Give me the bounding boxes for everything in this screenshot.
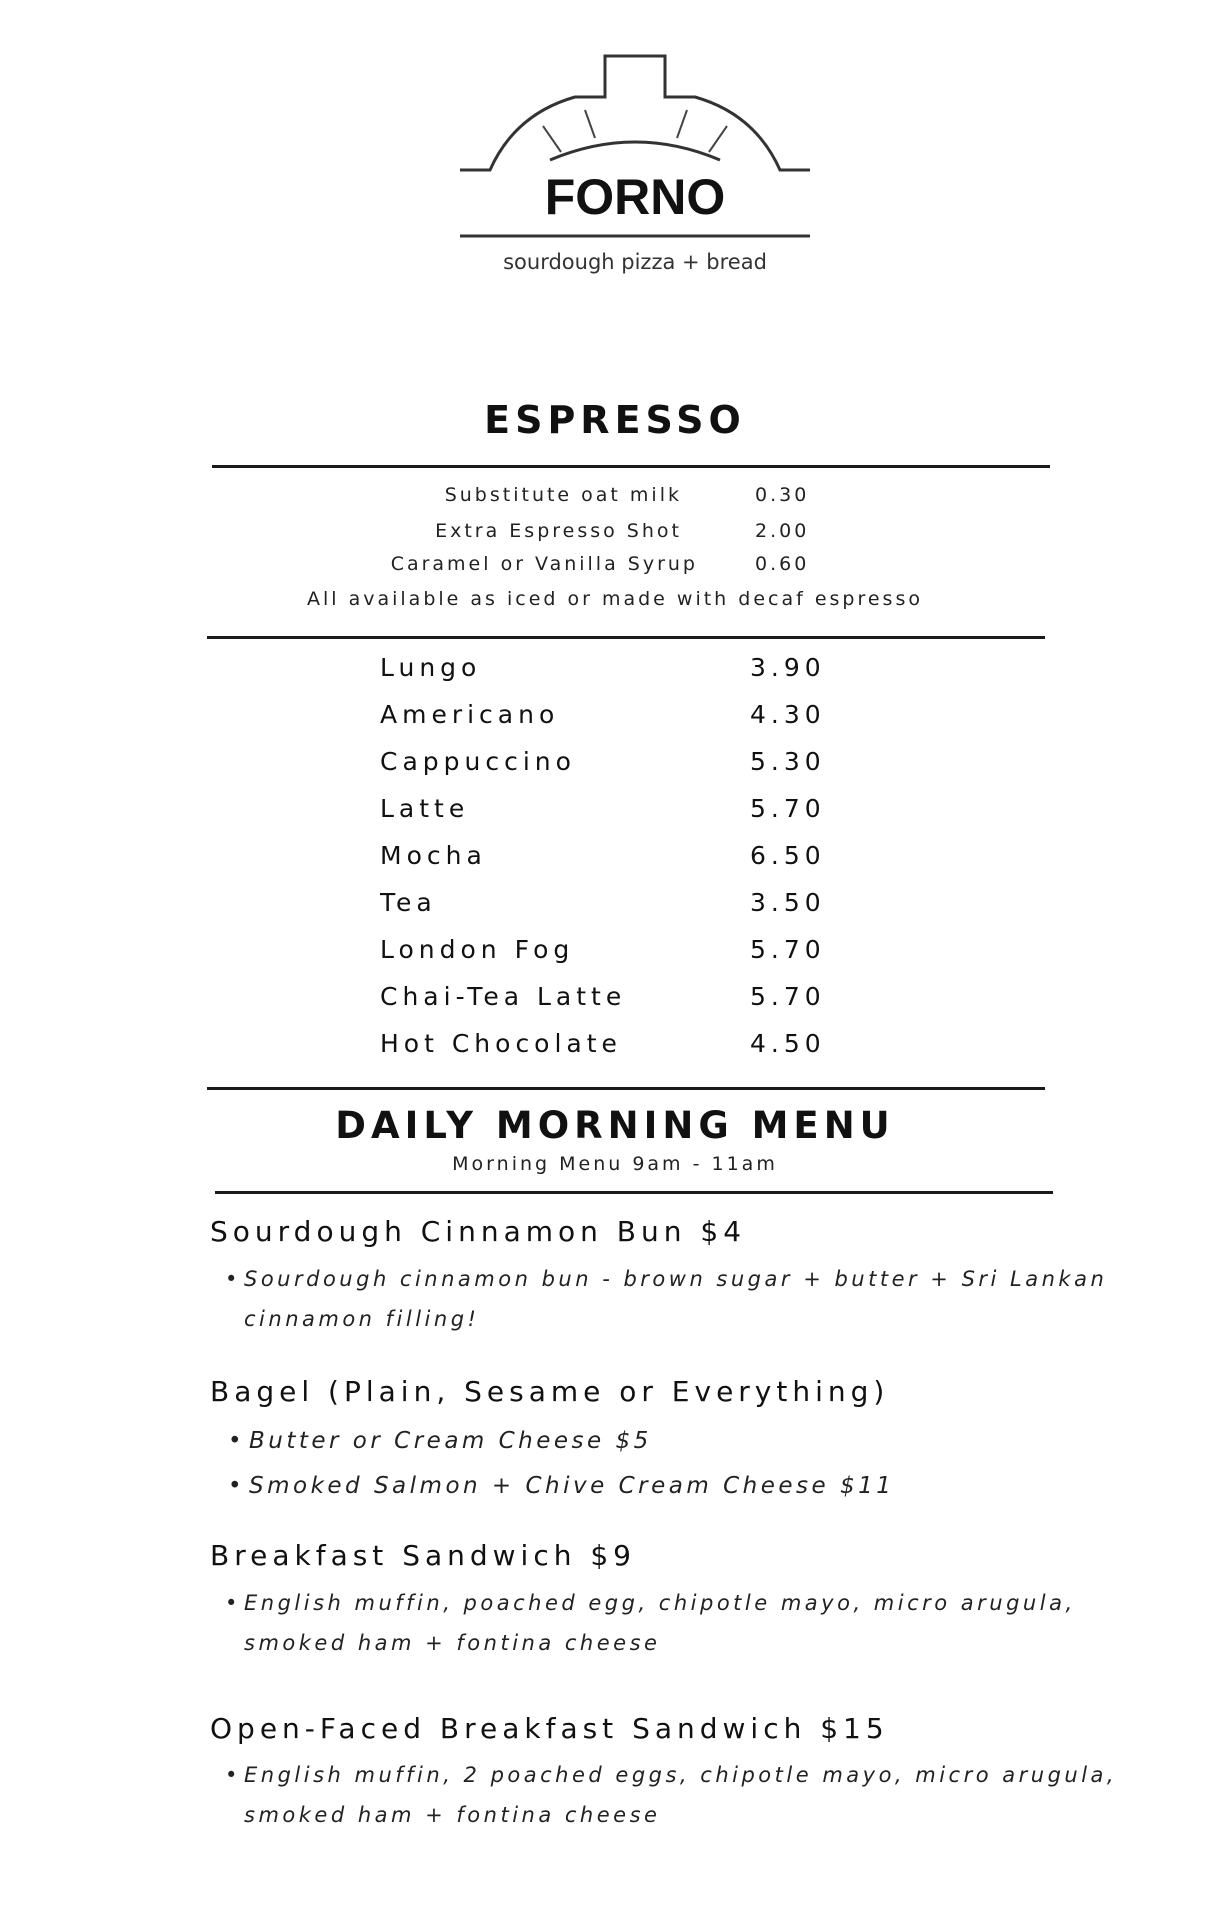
drink-price: 5.70 <box>750 935 826 964</box>
drink-price: 5.70 <box>750 794 826 823</box>
addon-price: 2.00 <box>755 520 810 542</box>
menu-item-description <box>225 1755 1118 1839</box>
oven-icon <box>455 52 815 282</box>
divider <box>212 465 1050 468</box>
divider <box>207 1087 1045 1090</box>
drink-price: 6.50 <box>750 841 826 870</box>
drink-row <box>380 841 840 881</box>
addon-row <box>0 520 1230 548</box>
addon-row <box>0 553 1230 581</box>
drink-row <box>380 794 840 834</box>
option-text: Smoked Salmon + Chive Cream Cheese $11 <box>249 1473 895 1499</box>
drink-name: London Fog <box>380 935 575 964</box>
drink-row <box>380 935 840 975</box>
description-line: smoked ham + fontina cheese <box>244 1803 661 1827</box>
menu-item-description <box>225 1583 1105 1667</box>
menu-item-description <box>225 1259 1108 1343</box>
addon-row <box>0 484 1230 512</box>
drink-name: Tea <box>380 888 437 917</box>
bullet-icon: • <box>228 1473 246 1499</box>
drink-row <box>380 888 840 928</box>
option-text: Butter or Cream Cheese $5 <box>249 1428 652 1454</box>
description-line: Sourdough cinnamon bun - brown sugar + butter + Sri Lankan <box>244 1267 1108 1291</box>
menu-item-option <box>228 1421 1028 1461</box>
menu-item-option <box>228 1466 1028 1506</box>
description-line: smoked ham + fontina cheese <box>244 1631 661 1655</box>
drink-price: 3.50 <box>750 888 826 917</box>
bullet-icon: • <box>228 1428 246 1454</box>
menu-item-title: Breakfast Sandwich $9 <box>210 1539 636 1572</box>
drink-name: Mocha <box>380 841 487 870</box>
drink-price: 5.30 <box>750 747 826 776</box>
drink-name: Latte <box>380 794 470 823</box>
drink-price: 3.90 <box>750 653 826 682</box>
menu-item-title: Open-Faced Breakfast Sandwich $15 <box>210 1712 889 1745</box>
forno-logo <box>455 52 815 282</box>
menu-item-title: Sourdough Cinnamon Bun $4 <box>210 1215 747 1248</box>
addon-price: 0.60 <box>755 553 810 575</box>
description-line: cinnamon filling! <box>244 1307 480 1331</box>
divider <box>215 1191 1053 1194</box>
bullet-icon: • <box>225 1591 241 1615</box>
drink-price: 4.50 <box>750 1029 826 1058</box>
drink-price: 5.70 <box>750 982 826 1011</box>
drink-row <box>380 747 840 787</box>
divider <box>207 636 1045 639</box>
logo-tagline: sourdough pizza + bread <box>503 250 767 274</box>
addon-name: Extra Espresso Shot <box>435 520 682 542</box>
addon-price: 0.30 <box>755 484 810 506</box>
drink-row <box>380 982 840 1022</box>
drink-row <box>380 653 840 693</box>
addon-name: Substitute oat milk <box>444 484 682 506</box>
drink-name: Lungo <box>380 653 482 682</box>
description-line: English muffin, poached egg, chipotle mayo, micro arugula, <box>244 1591 1076 1615</box>
drink-name: Hot Chocolate <box>380 1029 622 1058</box>
drink-price: 4.30 <box>750 700 826 729</box>
bullet-icon: • <box>225 1267 241 1291</box>
drink-row <box>380 700 840 740</box>
morning-menu-title: DAILY MORNING MENU <box>335 1104 895 1147</box>
drink-name: Americano <box>380 700 560 729</box>
menu-item-title: Bagel (Plain, Sesame or Everything) <box>210 1375 890 1408</box>
drink-name: Chai-Tea Latte <box>380 982 627 1011</box>
addon-name: Caramel or Vanilla Syrup <box>390 553 698 575</box>
bullet-icon: • <box>225 1763 241 1787</box>
espresso-title: ESPRESSO <box>484 398 746 442</box>
logo-name: FORNO <box>544 169 726 225</box>
drink-name: Cappuccino <box>380 747 576 776</box>
description-line: English muffin, 2 poached eggs, chipotle mayo, micro arugula, <box>244 1763 1118 1787</box>
drink-row <box>380 1029 840 1069</box>
morning-menu-hours: Morning Menu 9am - 11am <box>452 1153 778 1175</box>
decaf-note: All available as iced or made with decaf espresso <box>307 588 923 610</box>
